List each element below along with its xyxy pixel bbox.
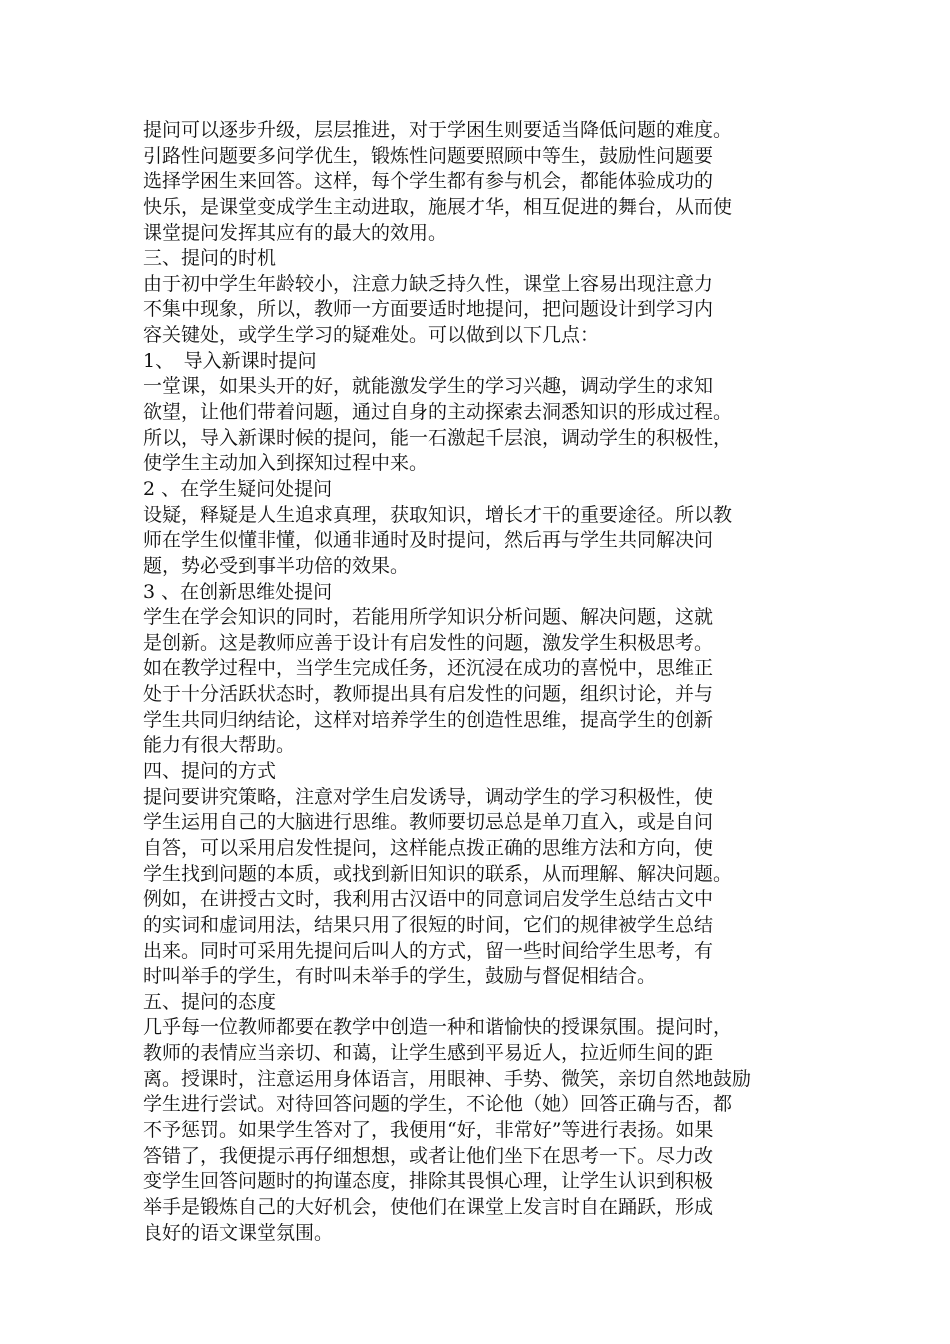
text-line: 是创新。这是教师应善于设计有启发性的问题，激发学生积极思考。 [143,631,714,654]
text-line: 提问可以逐步升级，层层推进，对于学困生则要适当降低问题的难度。 [143,119,733,141]
section-heading: 五、提问的态度 [143,990,277,1013]
text-line: 所以，导入新课时候的提问，能一石激起千层浪，调动学生的积极性， [143,426,733,449]
text-line: 学生共同归纳结论，这样对培养学生的创造性思维，提高学生的创新 [143,708,714,731]
text-line: 使学生主动加入到探知过程中来。 [143,452,429,475]
document-body [143,118,843,1246]
text-line: 答错了，我便提示再仔细想想，或者让他们坐下在思考一下。尽力改 [143,1144,714,1167]
text-line: 时叫举手的学生，有时叫未举手的学生，鼓励与督促相结合。 [143,965,657,988]
text-line: 不予惩罚。如果学生答对了，我便用“好，非常好”等进行表扬。如果 [143,1118,714,1141]
text-line: 离。授课时，注意运用身体语言，用眼神、手势、微笑，亲切自然地鼓励 [143,1067,752,1090]
text-line: 学生在学会知识的同时，若能用所学知识分析问题、解决问题，这就 [143,606,714,629]
text-line: 几乎每一位教师都要在教学中创造一种和谐愉快的授课氛围。提问时， [143,1016,733,1039]
text-line: 能力有很大帮助。 [143,734,296,757]
text-line: 教师的表情应当亲切、和蔼，让学生感到平易近人，拉近师生间的距 [143,1042,714,1065]
text-line: 引路性问题要多问学优生，锻炼性问题要照顾中等生，鼓励性问题要 [143,144,714,167]
text-line: 课堂提问发挥其应有的最大的效用。 [143,221,448,244]
text-line: 如在教学过程中，当学生完成任务，还沉浸在成功的喜悦中，思维正 [143,657,714,680]
section-heading: 3 、在创新思维处提问 [143,580,333,603]
text-line: 由于初中学生年龄较小，注意力缺乏持久性，课堂上容易出现注意力 [143,272,714,295]
text-line: 师在学生似懂非懂，似通非通时及时提问，然后再与学生共同解决问 [143,529,714,552]
text-line: 容关键处，或学生学习的疑难处。可以做到以下几点： [143,324,600,347]
text-line: 出来。同时可采用先提问后叫人的方式，留一些时间给学生思考，有 [143,939,714,962]
text-line: 选择学困生来回答。这样，每个学生都有参与机会，都能体验成功的 [143,170,714,193]
text-line: 学生找到问题的本质，或找到新旧知识的联系，从而理解、解决问题。 [143,862,733,885]
text-line: 变学生回答问题时的拘谨态度，排除其畏惧心理，让学生认识到积极 [143,1170,714,1193]
section-heading: 1、 导入新课时提问 [143,349,317,372]
section-heading: 三、提问的时机 [143,247,277,270]
section-heading: 四、提问的方式 [143,760,277,783]
text-line: 良好的语文课堂氛围。 [143,1221,334,1244]
text-line: 不集中现象，所以，教师一方面要适时地提问，把问题设计到学习内 [143,298,714,321]
text-line: 一堂课，如果头开的好，就能激发学生的学习兴趣，调动学生的求知 [143,375,714,398]
text-line: 的实词和虚词用法，结果只用了很短的时间，它们的规律被学生总结 [143,913,714,936]
text-line: 学生进行尝试。对待回答问题的学生，不论他（她）回答正确与否，都 [143,1093,733,1116]
text-line: 举手是锻炼自己的大好机会，使他们在课堂上发言时自在踊跃，形成 [143,1195,714,1218]
text-line: 设疑，释疑是人生追求真理，获取知识，增长才干的重要途径。所以教 [143,503,733,526]
text-line: 学生运用自己的大脑进行思维。教师要切忌总是单刀直入，或是自问 [143,811,714,834]
text-line: 例如，在讲授古文时，我利用古汉语中的同意词启发学生总结古文中 [143,888,714,911]
text-line: 欲望，让他们带着问题，通过自身的主动探索去洞悉知识的形成过程。 [143,401,733,424]
text-line: 自答，可以采用启发性提问，这样能点拨正确的思维方法和方向，使 [143,836,714,859]
text-line: 处于十分活跃状态时，教师提出具有启发性的问题，组织讨论，并与 [143,683,714,706]
text-line: 提问要讲究策略，注意对学生启发诱导，调动学生的学习积极性，使 [143,785,714,808]
text-line: 快乐，是课堂变成学生主动进取，施展才华，相互促进的舞台，从而使 [143,195,733,218]
section-heading: 2 、在学生疑问处提问 [143,477,333,500]
text-line: 题，势必受到事半功倍的效果。 [143,554,410,577]
